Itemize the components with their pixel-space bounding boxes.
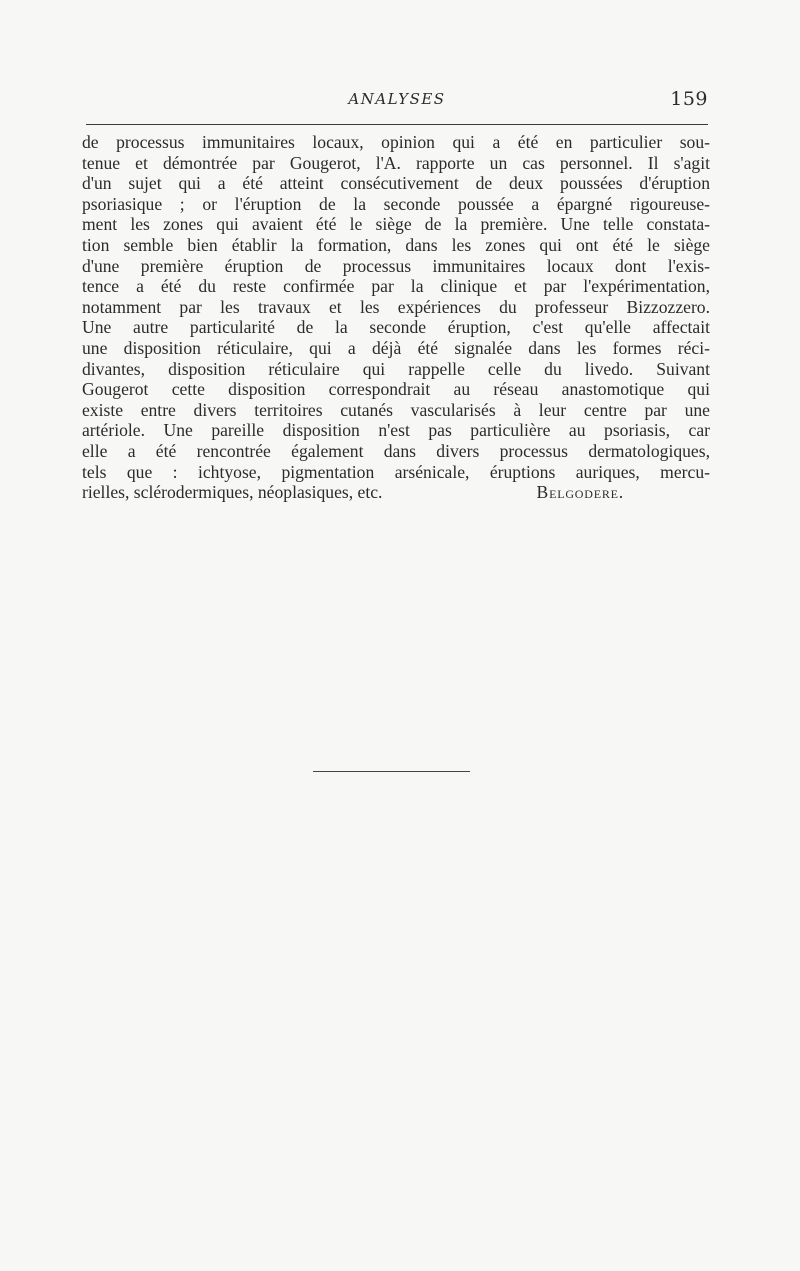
section-end-rule: [313, 771, 470, 772]
text-line: Une autre particularité de la seconde éruption, c'est qu'elle affectait: [82, 317, 710, 338]
text-line: d'une première éruption de processus immunitaires locaux dont l'exis-: [82, 255, 710, 276]
article-body: [82, 132, 710, 503]
text-line: de processus immunitaires locaux, opinion qui a été en particulier sou-: [82, 132, 710, 152]
text-line: artériole. Une pareille disposition n'est pas particulière au psoriasis, car: [82, 420, 710, 441]
text-line: notamment par les travaux et les expériences du professeur Bizzozzero.: [82, 296, 710, 317]
text-line: tence a été du reste confirmée par la clinique et par l'expérimentation,: [82, 276, 710, 297]
text-line: elle a été rencontrée également dans divers processus dermatologiques,: [82, 440, 710, 461]
text-line: tenue et démontrée par Gougerot, l'A. rapporte un cas personnel. Il s'agit: [82, 152, 710, 173]
final-line: [82, 482, 710, 503]
text-line: tion semble bien établir la formation, dans les zones qui ont été le siège: [82, 234, 710, 255]
header-rule: [86, 124, 708, 125]
text-line: d'un sujet qui a été atteint consécutivement de deux poussées d'éruption: [82, 173, 710, 194]
text-line: psoriasique ; or l'éruption de la seconde poussée a épargné rigoureuse-: [82, 193, 710, 214]
author-signature: Belgodere.: [536, 482, 624, 503]
text-line: ment les zones qui avaient été le siège de la première. Une telle constata-: [82, 214, 710, 235]
text-line: une disposition réticulaire, qui a déjà été signalée dans les formes réci-: [82, 337, 710, 358]
text-line: divantes, disposition réticulaire qui rappelle celle du livedo. Suivant: [82, 358, 710, 379]
page-number: 159: [670, 88, 708, 110]
text-line: Gougerot cette disposition correspondrait au réseau anastomotique qui: [82, 379, 710, 400]
running-head: [86, 88, 708, 112]
text-line: existe entre divers territoires cutanés vascularisés à leur centre par une: [82, 399, 710, 420]
running-title: ANALYSES: [348, 90, 446, 108]
text-line: tels que : ichtyose, pigmentation arsénicale, éruptions auriques, mercu-: [82, 461, 710, 482]
text-line: rielles, sclérodermiques, néoplasiques, etc.: [82, 482, 383, 503]
